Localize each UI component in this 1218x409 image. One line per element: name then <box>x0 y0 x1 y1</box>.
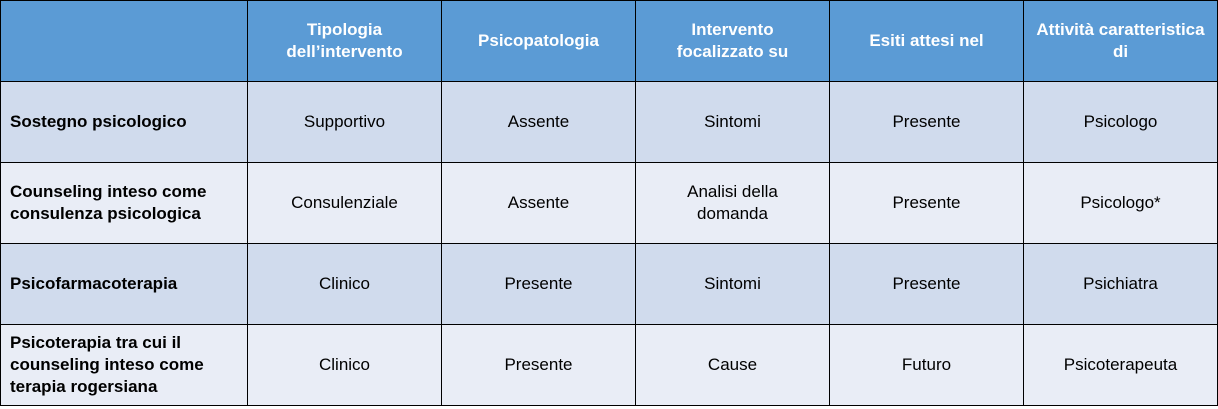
header-cell-psicopatologia: Psicopatologia <box>442 1 636 82</box>
table-cell: Assente <box>442 163 636 244</box>
header-cell-intervento: Intervento focalizzato su <box>636 1 830 82</box>
header-cell-attivita: Attività caratteristica di <box>1024 1 1218 82</box>
table-cell: Presente <box>442 244 636 325</box>
row-label: Counseling inteso come consulenza psicologica <box>1 163 248 244</box>
header-row <box>1 1 1218 82</box>
table-cell: Sintomi <box>636 244 830 325</box>
table-cell: Consulenziale <box>248 163 442 244</box>
table-cell: Presente <box>830 82 1024 163</box>
table-cell: Psichiatra <box>1024 244 1218 325</box>
header-cell-esiti: Esiti attesi nel <box>830 1 1024 82</box>
table-row <box>1 325 1218 406</box>
table-cell: Presente <box>442 325 636 406</box>
table-cell-text: Analisi della domanda <box>687 182 778 223</box>
table-cell: Futuro <box>830 325 1024 406</box>
table-cell: Clinico <box>248 325 442 406</box>
table-cell: Presente <box>830 163 1024 244</box>
header-cell-tipologia: Tipologia dell’intervento <box>248 1 442 82</box>
table-cell: Psicologo <box>1024 82 1218 163</box>
header-cell-empty <box>1 1 248 82</box>
table-cell: Assente <box>442 82 636 163</box>
row-label: Psicoterapia tra cui il counseling inteso come terapia rogersiana <box>1 325 248 406</box>
table-row <box>1 82 1218 163</box>
table-cell: Sintomi <box>636 82 830 163</box>
table-cell: Cause <box>636 325 830 406</box>
table-row <box>1 163 1218 244</box>
table-cell <box>636 163 830 244</box>
table-row <box>1 244 1218 325</box>
table-cell: Supportivo <box>248 82 442 163</box>
row-label: Sostegno psicologico <box>1 82 248 163</box>
table-cell: Presente <box>830 244 1024 325</box>
row-label: Psicofarmacoterapia <box>1 244 248 325</box>
table-cell: Psicoterapeuta <box>1024 325 1218 406</box>
table-cell: Clinico <box>248 244 442 325</box>
table-cell: Psicologo* <box>1024 163 1218 244</box>
